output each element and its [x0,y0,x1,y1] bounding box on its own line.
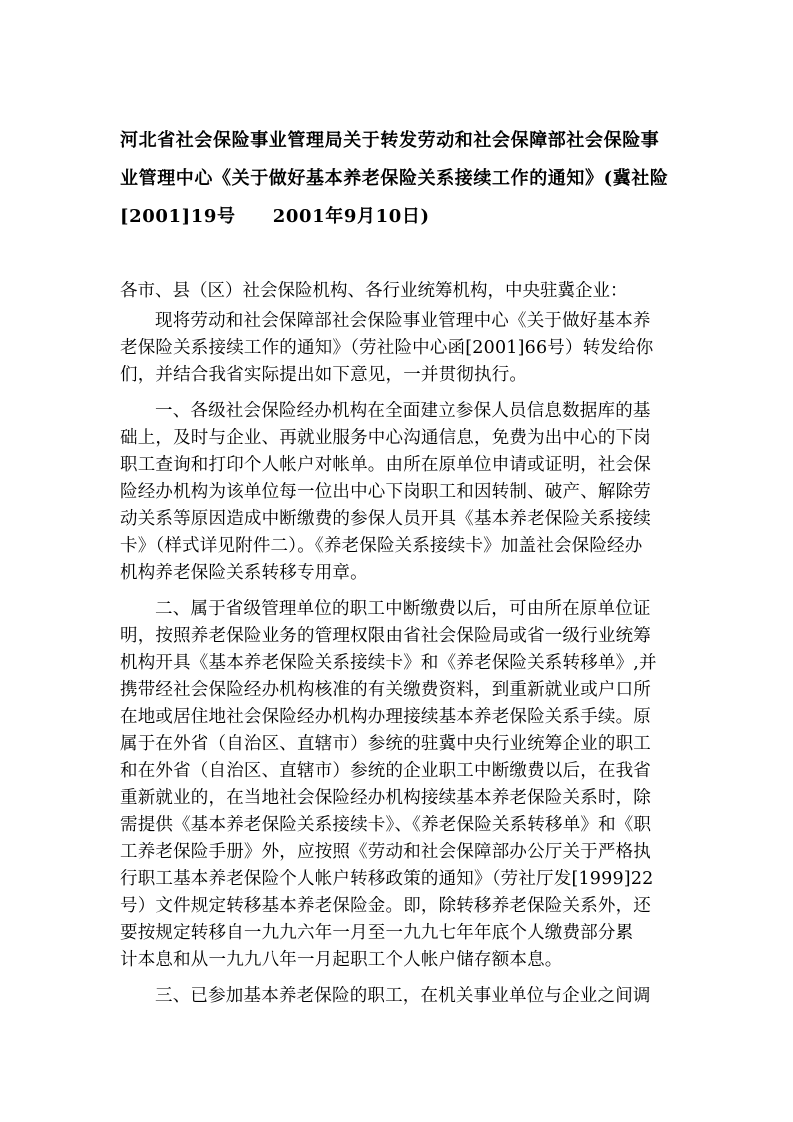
addressee-line: 各市、县（区）社会保险机构、各行业统筹机构，中央驻冀企业： [120,281,628,301]
title-line: 业管理中心《关于做好基本养老保险关系接续工作的通知》(冀社险 [120,168,669,189]
text-line: 动关系等原因造成中断缴费的参保人员开具《基本养老保险关系接续 [120,509,651,529]
text-line: 重新就业的，在当地社会保险经办机构接续基本养老保险关系时，除 [120,788,651,808]
text-line: 号）文件规定转移基本养老保险金。即，除转移养老保险关系外，还 [120,896,651,916]
text-line: 属于在外省（自治区、直辖市）参统的驻冀中央行业统筹企业的职工 [120,734,651,754]
text-line: 需提供《基本养老保险关系接续卡》、《养老保险关系转移单》和《职 [120,815,652,835]
paragraph-item-3 [120,983,680,1010]
paragraph-item-1 [120,398,680,587]
text-line: 础上，及时与企业、再就业服务中心沟通信息，免费为出中心的下岗 [120,428,651,448]
text-line: 一、各级社会保险经办机构在全面建立参保人员信息数据库的基 [155,401,651,421]
paragraph-intro [120,308,680,389]
text-line: 工养老保险手册》外，应按照《劳动和社会保障部办公厅关于严格执 [120,842,651,862]
text-line: 二、属于省级管理单位的职工中断缴费以后，可由所在原单位证 [155,599,651,619]
document-title [120,122,680,236]
text-line: 险经办机构为该单位每一位出中心下岗职工和因转制、破产、解除劳 [120,482,651,502]
document-page [120,122,680,1010]
text-line: 现将劳动和社会保障部社会保险事业管理中心《关于做好基本养 [155,311,651,331]
text-line: 要按规定转移自一九九六年一月至一九九七年年底个人缴费部分累 [120,923,634,943]
text-line: 职工查询和打印个人帐户对帐单。由所在原单位申请或证明，社会保 [120,455,651,475]
text-line: 三、已参加基本养老保险的职工，在机关事业单位与企业之间调 [155,986,651,1006]
text-line: 机构养老保险关系转移专用章。 [120,563,368,583]
text-line: 计本息和从一九九八年一月起职工个人帐户储存额本息。 [120,950,563,970]
text-line: 和在外省（自治区、直辖市）参统的企业职工中断缴费以后，在我省 [120,761,651,781]
text-line: 们，并结合我省实际提出如下意见，一并贯彻执行。 [120,365,528,385]
text-line: 机构开具《基本养老保险关系接续卡》和《养老保险关系转移单》,并 [120,653,657,673]
text-line: 明，按照养老保险业务的管理权限由省社会保险局或省一级行业统筹 [120,626,651,646]
paragraph-item-2 [120,596,680,974]
text-line: 携带经社会保险经办机构核准的有关缴费资料，到重新就业或户口所 [120,680,651,700]
title-line: 河北省社会保险事业管理局关于转发劳动和社会保障部社会保险事 [120,130,660,151]
text-line: 老保险关系接续工作的通知》（劳社险中心函[2001]66号）转发给你 [120,338,654,358]
text-line: 在地或居住地社会保险经办机构办理接续基本养老保险关系手续。原 [120,707,651,727]
text-line: 卡》（样式详见附件二）。《养老保险关系接续卡》加盖社会保险经办 [120,536,643,556]
title-line: [2001]19号 2001年9月10日) [120,206,430,227]
text-line: 行职工基本养老保险个人帐户转移政策的通知》（劳社厅发[1999]22 [120,869,654,889]
